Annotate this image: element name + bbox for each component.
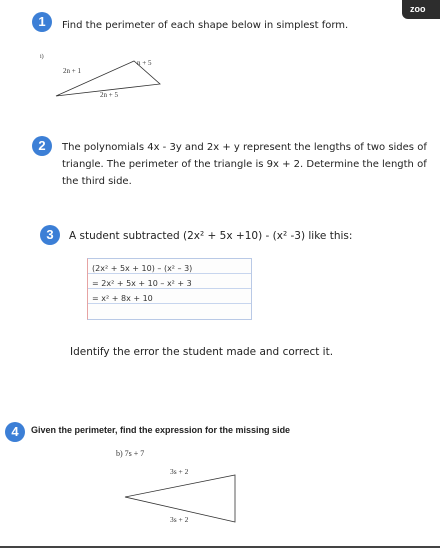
triangle-side-bottom-label-2: 3s + 2 [170, 515, 189, 524]
question-1-part-label: i) [40, 54, 44, 60]
question-2-badge: 2 [32, 136, 52, 156]
triangle-side-top-label: 3s + 2 [170, 467, 189, 476]
question-1-text: Find the perimeter of each shape below in simplest form. [62, 20, 349, 31]
triangle-side-left-label: 2n + 1 [63, 67, 81, 75]
question-1-badge: 1 [32, 12, 52, 32]
question-4-text: Given the perimeter, find the expression for the missing side [31, 425, 291, 435]
question-3-badge: 3 [40, 225, 60, 245]
zoom-button[interactable]: zoo [402, 0, 440, 19]
work-line-1: (2x² + 5x + 10) – (x² – 3) [92, 264, 193, 273]
question-2-line-3: the third side. [62, 176, 132, 187]
question-3-instruction: Identify the error the student made and correct it. [70, 346, 334, 358]
student-work-note [87, 258, 252, 320]
triangle-side-bottom-label: 2n + 5 [100, 91, 118, 99]
question-3-text: A student subtracted (2x² + 5x +10) - (x² -3) like this: [69, 230, 353, 242]
question-2-line-1: The polynomials 4x - 3y and 2x + y represent the lengths of two sides of [62, 142, 427, 153]
work-line-2: = 2x² + 5x + 10 – x² + 3 [92, 279, 192, 288]
triangle-side-right-label: n + 5 [137, 59, 152, 67]
work-line-3: = x² + 8x + 10 [92, 294, 153, 303]
question-2-line-2: triangle. The perimeter of the triangle is 9x + 2. Determine the length of [62, 159, 427, 170]
question-4-part-label: b) 7s + 7 [116, 449, 145, 458]
question-4-badge: 4 [5, 422, 25, 442]
